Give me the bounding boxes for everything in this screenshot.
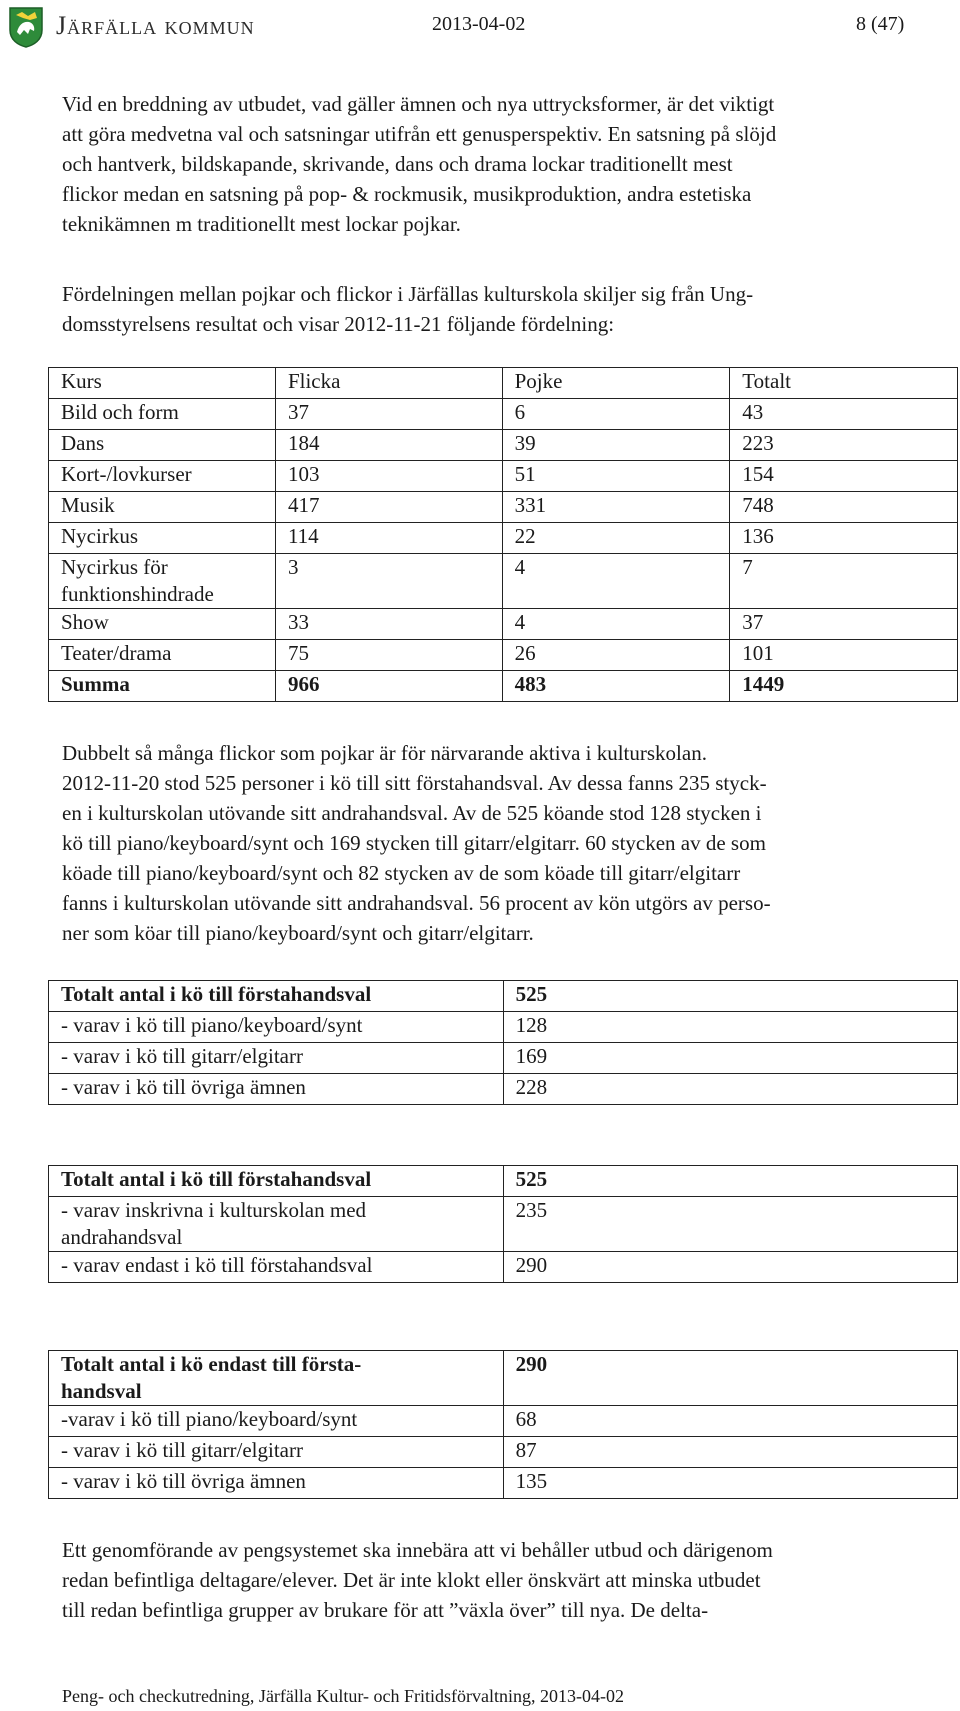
- table-cell: 4: [502, 554, 730, 609]
- table-row: [49, 1437, 958, 1468]
- text-line: ner som köar till piano/keyboard/synt och gitarr/elgitarr.: [62, 921, 534, 945]
- table-cell: 114: [275, 523, 502, 554]
- table-cell: Musik: [49, 492, 276, 523]
- text-line: köade till piano/keyboard/synt och 82 stycken av de som köade till gitarr/elgitarr: [62, 861, 741, 885]
- table-row: [49, 1197, 958, 1252]
- table-cell: - varav i kö till gitarr/elgitarr: [49, 1437, 504, 1468]
- table-cell: Nycirkus: [49, 523, 276, 554]
- table-row: [49, 1252, 958, 1283]
- table-row: [49, 1012, 958, 1043]
- table-cell: 101: [730, 640, 958, 671]
- text-line: och hantverk, bildskapande, skrivande, dans och drama lockar traditionellt mest: [62, 152, 733, 176]
- table-cell: 525: [503, 981, 957, 1012]
- page-header: [0, 0, 960, 54]
- queue-table-first-choice-only: [48, 1350, 958, 1499]
- table-cell: Dans: [49, 430, 276, 461]
- table-cell: - varav i kö till piano/keyboard/synt: [49, 1012, 504, 1043]
- text-line: kö till piano/keyboard/synt och 169 stycken till gitarr/elgitarr. 60 stycken av de som: [62, 831, 766, 855]
- table-row: [49, 399, 958, 430]
- table-cell: 75: [275, 640, 502, 671]
- table-row: [49, 492, 958, 523]
- table-cell: Nycirkus för funktionshindrade: [49, 554, 276, 609]
- table-cell: 22: [502, 523, 730, 554]
- course-distribution-table: [48, 367, 958, 702]
- table-cell: 154: [730, 461, 958, 492]
- table-cell: 169: [503, 1043, 957, 1074]
- table-cell: 7: [730, 554, 958, 609]
- table-cell: Totalt antal i kö till förstahandsval: [49, 1166, 504, 1197]
- table-cell: 235: [503, 1197, 957, 1252]
- page-number: 8 (47): [856, 13, 905, 35]
- text-line: teknikämnen m traditionellt mest lockar pojkar.: [62, 212, 461, 236]
- header-date: 2013-04-02: [432, 13, 526, 35]
- table-cell: 68: [503, 1406, 957, 1437]
- table-cell: Totalt antal i kö till förstahandsval: [49, 981, 504, 1012]
- table-cell: 43: [730, 399, 958, 430]
- table-row: [49, 1468, 958, 1499]
- column-header: Totalt: [730, 368, 958, 399]
- page-footer: Peng- och checkutredning, Järfälla Kultur- och Fritidsförvaltning, 2013-04-02: [62, 1686, 624, 1706]
- table-cell: 103: [275, 461, 502, 492]
- table-cell: 417: [275, 492, 502, 523]
- table-cell: Summa: [49, 671, 276, 702]
- table-cell: 37: [275, 399, 502, 430]
- column-header: Kurs: [49, 368, 276, 399]
- table-cell: - varav i kö till övriga ämnen: [49, 1468, 504, 1499]
- table-cell: 87: [503, 1437, 957, 1468]
- table-cell: 3: [275, 554, 502, 609]
- table-cell: 483: [502, 671, 730, 702]
- table-header-row: [49, 981, 958, 1012]
- table-cell: 135: [503, 1468, 957, 1499]
- table-cell: 966: [275, 671, 502, 702]
- text-line: att göra medvetna val och satsningar utifrån ett genusperspektiv. En satsning på slöjd: [62, 122, 777, 146]
- column-header: Pojke: [502, 368, 730, 399]
- table-row: [49, 430, 958, 461]
- table-cell: Show: [49, 609, 276, 640]
- table-row: [49, 640, 958, 671]
- table-cell: - varav endast i kö till förstahandsval: [49, 1252, 504, 1283]
- column-header: Flicka: [275, 368, 502, 399]
- table-cell: 26: [502, 640, 730, 671]
- table-cell: - varav i kö till gitarr/elgitarr: [49, 1043, 504, 1074]
- table-cell: -varav i kö till piano/keyboard/synt: [49, 1406, 504, 1437]
- table-cell: 184: [275, 430, 502, 461]
- table-row: [49, 554, 958, 609]
- table-total-row: [49, 671, 958, 702]
- table-row: [49, 523, 958, 554]
- text-line: fanns i kulturskolan utövande sitt andrahandsval. 56 procent av kön utgörs av perso-: [62, 891, 771, 915]
- table-cell: Bild och form: [49, 399, 276, 430]
- intro-paragraph: [62, 89, 942, 239]
- table-cell: 223: [730, 430, 958, 461]
- table-row: [49, 1406, 958, 1437]
- text-line: en i kulturskolan utövande sitt andrahandsval. Av de 525 köande stod 128 stycken i: [62, 801, 762, 825]
- table-cell: 228: [503, 1074, 957, 1105]
- table-cell: 331: [502, 492, 730, 523]
- text-line: redan befintliga deltagare/elever. Det är inte klokt eller önskvärt att minska utbudet: [62, 1568, 761, 1592]
- closing-paragraph: [62, 1535, 942, 1625]
- table-cell: - varav inskrivna i kulturskolan med andrahandsval: [49, 1197, 504, 1252]
- text-line: Fördelningen mellan pojkar och flickor i Järfällas kulturskola skiljer sig från Ung-: [62, 282, 754, 306]
- table-cell: 4: [502, 609, 730, 640]
- org-logo-text: Järfälla kommun: [56, 11, 255, 40]
- text-line: Dubbelt så många flickor som pojkar är för närvarande aktiva i kulturskolan.: [62, 741, 707, 765]
- table-header-row: [49, 1351, 958, 1406]
- table-cell: 128: [503, 1012, 957, 1043]
- table-cell: 1449: [730, 671, 958, 702]
- table-cell: 525: [503, 1166, 957, 1197]
- table-header-row: [49, 1166, 958, 1197]
- table-cell: 290: [503, 1351, 957, 1406]
- table-cell: Totalt antal i kö endast till första- handsval: [49, 1351, 504, 1406]
- table-cell: 748: [730, 492, 958, 523]
- text-line: domsstyrelsens resultat och visar 2012-11-21 följande fördelning:: [62, 312, 615, 336]
- queue-table-first-choice: [48, 980, 958, 1105]
- table-cell: 51: [502, 461, 730, 492]
- text-line: till redan befintliga grupper av brukare för att ”växla över” till nya. De delta-: [62, 1598, 709, 1622]
- text-line: Vid en breddning av utbudet, vad gäller ämnen och nya uttrycksformer, är det viktigt: [62, 92, 775, 116]
- table-header-row: [49, 368, 958, 399]
- table-row: [49, 1043, 958, 1074]
- table-cell: 290: [503, 1252, 957, 1283]
- text-line: flickor medan en satsning på pop- & rockmusik, musikproduktion, andra estetiska: [62, 182, 752, 206]
- text-line: Ett genomförande av pengsystemet ska innebära att vi behåller utbud och därigenom: [62, 1538, 773, 1562]
- table-row: [49, 461, 958, 492]
- distribution-paragraph: [62, 279, 942, 339]
- table-cell: 39: [502, 430, 730, 461]
- table-cell: 33: [275, 609, 502, 640]
- table-cell: Teater/drama: [49, 640, 276, 671]
- queue-table-second-choice: [48, 1165, 958, 1283]
- text-line: 2012-11-20 stod 525 personer i kö till sitt förstahandsval. Av dessa fanns 235 styck-: [62, 771, 767, 795]
- municipal-crest-icon: [8, 6, 44, 48]
- table-cell: 6: [502, 399, 730, 430]
- table-cell: - varav i kö till övriga ämnen: [49, 1074, 504, 1105]
- table-cell: Kort-/lovkurser: [49, 461, 276, 492]
- queue-paragraph: [62, 738, 942, 948]
- table-cell: 37: [730, 609, 958, 640]
- table-row: [49, 1074, 958, 1105]
- table-cell: 136: [730, 523, 958, 554]
- table-row: [49, 609, 958, 640]
